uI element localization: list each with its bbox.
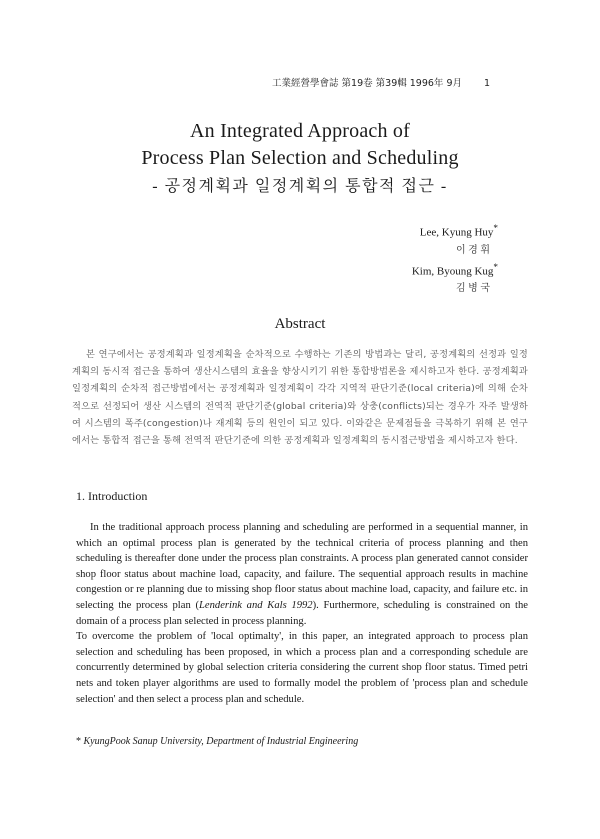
author-1-footnote-mark: * (493, 223, 498, 233)
author-1-name: Lee, Kyung Huy (419, 226, 494, 239)
title-line-1: An Integrated Approach of (190, 120, 410, 142)
section-heading-introduction: 1. Introduction (76, 489, 148, 503)
title-line-2: Process Plan Selection and Scheduling (141, 147, 459, 169)
footnote-mark: * (76, 736, 81, 747)
author-2-korean-name: 김 병 국 (456, 283, 490, 295)
author-2-name: Kim, Byoung Kug (411, 265, 494, 278)
page-number: 1 (483, 78, 490, 89)
footnote (76, 736, 358, 747)
intro-paragraph-1 (76, 520, 528, 629)
abstract-text: 본 연구에서는 공정계획과 일정계획을 순차적으로 수행하는 기존의 방법과는 달리, 공정계획의 선정과 일정계획의 동시적 접근을 통하여 생산시스템의 효율을 향상시키기 위한 통합방법론을 제시하고자 한다. 공정계획과 일정계획의 순차적 접근방법에서는 공정계획과 일정계획이 각각 지역적 판단기준(local criteria)에 의해 순차적으로 선정되어 생산 시스템의 전역적 판단기준(global criteria)와 상충(conflicts)되는 경우가 자주 발생하여 시스템의 폭주(congestion)나 재계획 등의 원인이 되고 있다. 이와같은 문제점들을 극복하기 위해 본 연구에서는 통합적 접근을 통해 전역적 판단기준에 의한 공정계획과 일정계획의 동시접근방법을 제시하고자 한다. (72, 349, 528, 447)
author-1 (412, 220, 498, 242)
korean-subtitle: - 공정계획과 일정계획의 통합적 접근 - (152, 178, 448, 195)
author-2-footnote-mark: * (493, 261, 498, 272)
author-2 (412, 259, 498, 281)
author-1-korean-name: 이 경 휘 (456, 244, 490, 256)
running-header (0, 75, 490, 89)
footnote-affiliation: KyungPook Sanup University, Department of Industrial Engineering (83, 736, 359, 747)
intro-paragraph-2: To overcome the problem of 'local optimalty', in this paper, an integrated approach to process plan selection and scheduling has been proposed, in which a process plan and a corresponding schedule are concurrently determined by global selection criteria considering the current shop floor status. Timed petri nets and token player algorithms are used to formally model the problem of 'process plan and schedule selection' and then select a process plan and schedule. (76, 631, 528, 705)
journal-info: 工業經營學會誌 第19卷 第39輯 1996年 9月 (272, 78, 462, 89)
introduction-body (76, 520, 528, 707)
intro-paragraph-1-text: In the traditional approach process planning and scheduling are performed in a sequential manner, in which an optimal process plan is generated by the technical criteria of process planning and then scheduling is thereafter done under the process plan constraints. A process plan generated cannot consider shop floor status about machine load, capacity, and failure. The sequential approach results in machine congestion or re planning due to missing shop floor status about machine load, capacity, and failure etc. in selecting the process plan ( (76, 522, 528, 611)
abstract-heading: Abstract (274, 316, 326, 332)
citation: Lenderink and Kals 1992 (199, 599, 313, 611)
author-block (412, 220, 498, 297)
intro-paragraph-1-text-end: ). Furthermore, scheduling is constrained on the domain of a process plan selected in process planning. (76, 599, 528, 627)
